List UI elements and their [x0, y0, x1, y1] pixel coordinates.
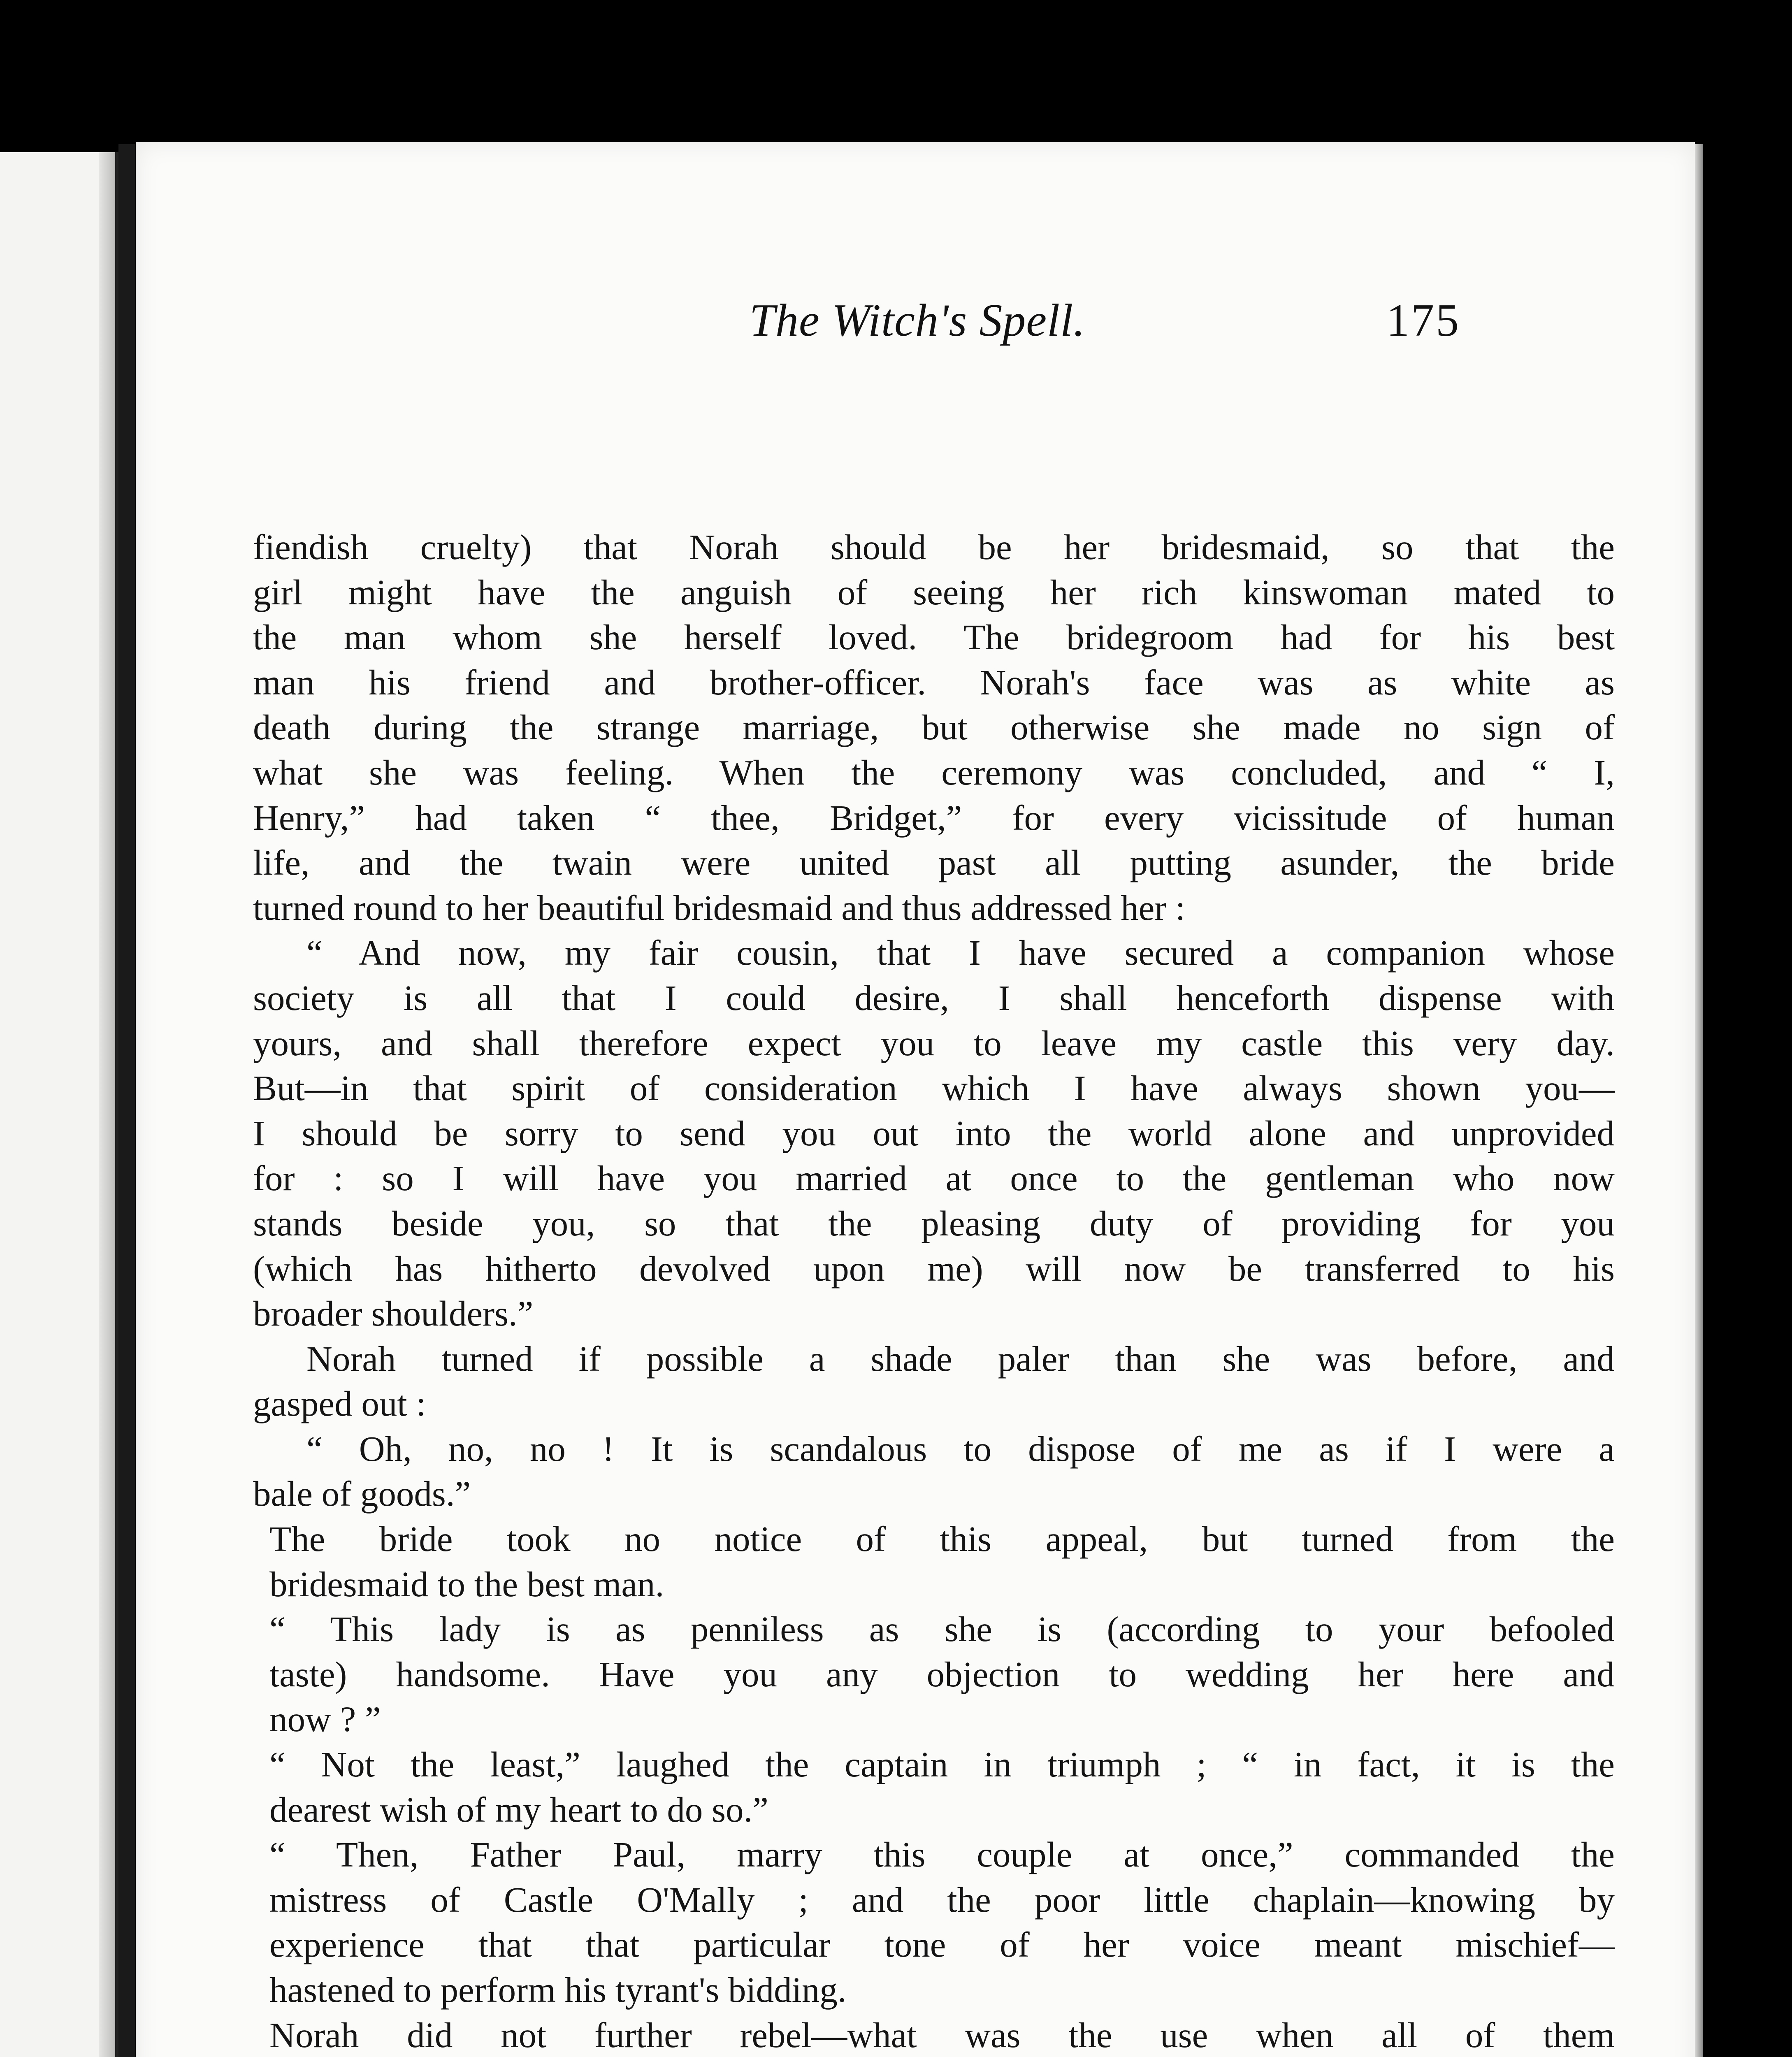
facing-page: [0, 152, 118, 2057]
text-line: turned round to her beautiful bridesmaid and thus addressed her :: [253, 887, 1186, 928]
text-line: taste) handsome. Have you any objection to wedding her here and: [269, 1654, 1615, 1694]
text-line: “ Then, Father Paul, marry this couple at once,” commanded the: [269, 1834, 1615, 1875]
text-line: now ? ”: [269, 1699, 381, 1739]
text-line: death during the strange marriage, but otherwise she made no sign of: [253, 707, 1615, 748]
text-line: “ Oh, no, no ! It is scandalous to dispose of me as if I were a: [306, 1428, 1615, 1469]
text-line: fiendish cruelty) that Norah should be her bridesmaid, so that the: [253, 527, 1615, 567]
text-line: “ This lady is as penniless as she is (according to your befooled: [269, 1609, 1615, 1649]
running-title: The Witch's Spell.: [749, 295, 1086, 346]
facing-page-edge: [99, 152, 115, 2057]
text-line: I should be sorry to send you out into the world alone and unprovided: [253, 1113, 1615, 1153]
text-line: But—in that spirit of consideration which I have always shown you—: [253, 1068, 1615, 1108]
text-line: broader shoulders.”: [253, 1293, 534, 1334]
page-number: 175: [1386, 295, 1460, 346]
text-line: The bride took no notice of this appeal, but turned from the: [269, 1519, 1615, 1559]
text-line: hastened to perform his tyrant's bidding.: [269, 1970, 847, 2010]
text-line: gasped out :: [253, 1384, 426, 1424]
text-line: Norah did not further rebel—what was the use when all of them: [269, 2015, 1615, 2055]
text-line: girl might have the anguish of seeing her rich kinswoman mated to: [253, 572, 1615, 612]
page-header: [136, 294, 1695, 368]
text-line: yours, and shall therefore expect you to leave my castle this very day.: [253, 1023, 1615, 1063]
text-line: life, and the twain were united past all putting asunder, the bride: [253, 843, 1615, 883]
text-line: the man whom she herself loved. The bridegroom had for his best: [253, 617, 1615, 657]
page-body: [253, 525, 1615, 2057]
text-line: “ Not the least,” laughed the captain in triumph ; “ in fact, it is the: [269, 1744, 1615, 1785]
text-line: experience that that particular tone of her voice meant mischief—: [269, 1925, 1615, 1965]
text-line: mistress of Castle O'Mally ; and the poor little chaplain—knowing by: [269, 1879, 1615, 1920]
text-line: dearest wish of my heart to do so.”: [269, 1789, 768, 1829]
text-line: for : so I will have you married at once to the gentleman who now: [253, 1158, 1615, 1198]
book-gutter: [118, 144, 135, 2057]
text-line: (which has hitherto devolved upon me) will now be transferred to his: [253, 1248, 1615, 1289]
page-edge: [1695, 144, 1703, 2057]
text-line: bridesmaid to the best man.: [269, 1564, 664, 1604]
text-line: man his friend and brother-officer. Norah's face was as white as: [253, 662, 1615, 702]
text-line: stands beside you, so that the pleasing duty of providing for you: [253, 1203, 1615, 1243]
text-line: society is all that I could desire, I shall henceforth dispense with: [253, 977, 1615, 1018]
text-line: Henry,” had taken “ thee, Bridget,” for every vicissitude of human: [253, 797, 1615, 838]
text-line: what she was feeling. When the ceremony was concluded, and “ I,: [253, 752, 1615, 792]
book-page: [136, 142, 1695, 2057]
text-line: “ And now, my fair cousin, that I have secured a companion whose: [306, 933, 1615, 973]
text-line: Norah turned if possible a shade paler than she was before, and: [306, 1338, 1615, 1379]
text-line: bale of goods.”: [253, 1474, 471, 1514]
